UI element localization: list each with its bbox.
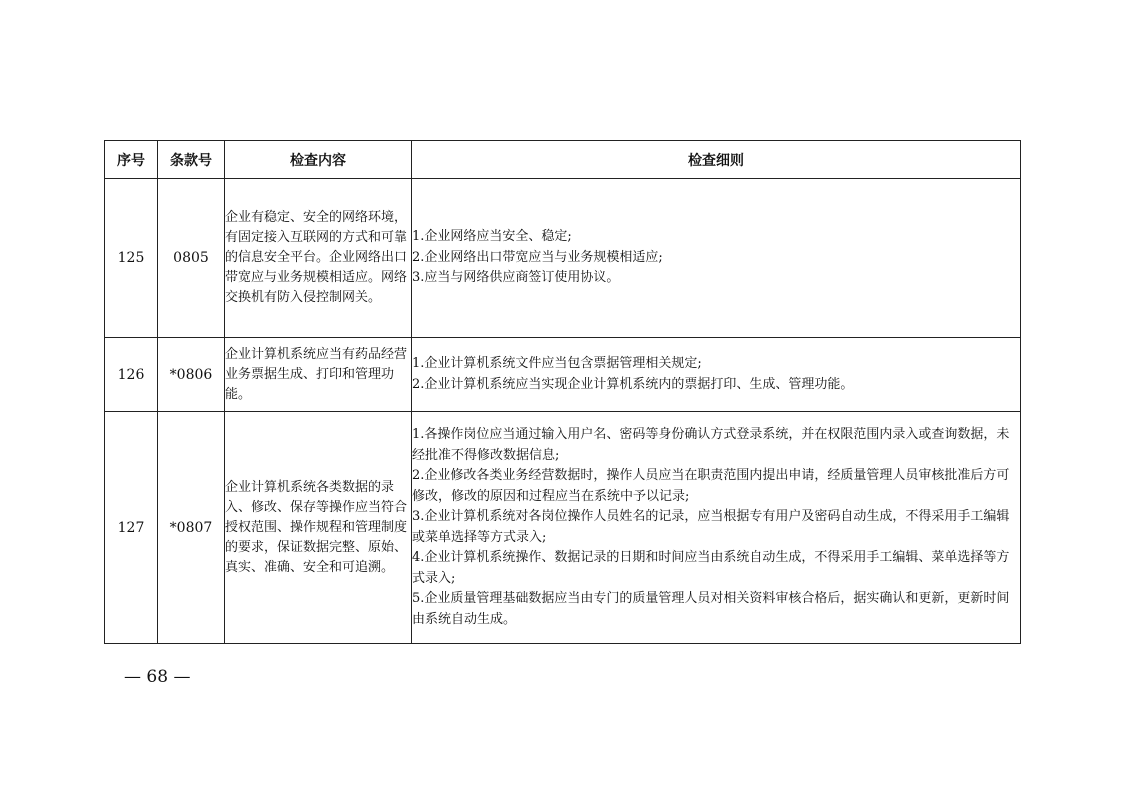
page-number: — 68 — <box>124 667 191 687</box>
row-details <box>412 412 1021 644</box>
header-seq: 序号 <box>105 141 158 179</box>
row-seq: 126 <box>105 338 158 412</box>
detail-item: 1.企业网络应当安全、稳定; <box>412 229 572 245</box>
detail-item: 5.企业质量管理基础数据应当由专门的质量管理人员对相关资料审核合格后，据实确认和更新，更新时间由系统自动生成。 <box>412 591 1010 627</box>
detail-item: 3.应当与网络供应商签订使用协议。 <box>412 270 620 286</box>
header-details: 检查细则 <box>412 141 1021 179</box>
detail-item: 2.企业计算机系统应当实现企业计算机系统内的票据打印、生成、管理功能。 <box>412 376 854 392</box>
row-content: 企业计算机系统应当有药品经营业务票据生成、打印和管理功能。 <box>225 338 412 412</box>
header-content: 检查内容 <box>225 141 412 179</box>
row-clause: *0806 <box>158 338 225 412</box>
table-header-row <box>105 141 1021 179</box>
row-clause: 0805 <box>158 179 225 338</box>
row-content: 企业计算机系统各类数据的录入、修改、保存等操作应当符合授权范围、操作规程和管理制度的要求，保证数据完整、原始、真实、准确、安全和可追溯。 <box>225 412 412 644</box>
detail-item: 2.企业网络出口带宽应当与业务规模相适应; <box>412 249 663 265</box>
detail-item: 1.企业计算机系统文件应当包含票据管理相关规定; <box>412 356 702 371</box>
header-clause: 条款号 <box>158 141 225 179</box>
row-details <box>412 338 1021 412</box>
detail-item: 4.企业计算机系统操作、数据记录的日期和时间应当由系统自动生成，不得采用手工编辑、菜单选择等方式录入; <box>412 550 1010 586</box>
detail-item: 3.企业计算机系统对各岗位操作人员姓名的记录，应当根据专有用户及密码自动生成，不得采用手工编辑或菜单选择等方式录入; <box>412 509 1010 545</box>
row-seq: 127 <box>105 412 158 644</box>
row-details <box>412 179 1021 338</box>
inspection-table <box>104 140 1021 644</box>
table-row <box>105 412 1021 644</box>
row-content: 企业有稳定、安全的网络环境，有固定接入互联网的方式和可靠的信息安全平台。企业网络出口带宽应与业务规模相适应。网络交换机有防入侵控制网关。 <box>225 179 412 338</box>
detail-item: 1.各操作岗位应当通过输入用户名、密码等身份确认方式登录系统，并在权限范围内录入或查询数据，未经批准不得修改数据信息; <box>412 427 1010 463</box>
row-clause: *0807 <box>158 412 225 644</box>
table-row <box>105 179 1021 338</box>
row-seq: 125 <box>105 179 158 338</box>
table-row <box>105 338 1021 412</box>
detail-item: 2.企业修改各类业务经营数据时，操作人员应当在职责范围内提出申请，经质量管理人员审核批准后方可修改，修改的原因和过程应当在系统中予以记录; <box>412 468 1010 504</box>
